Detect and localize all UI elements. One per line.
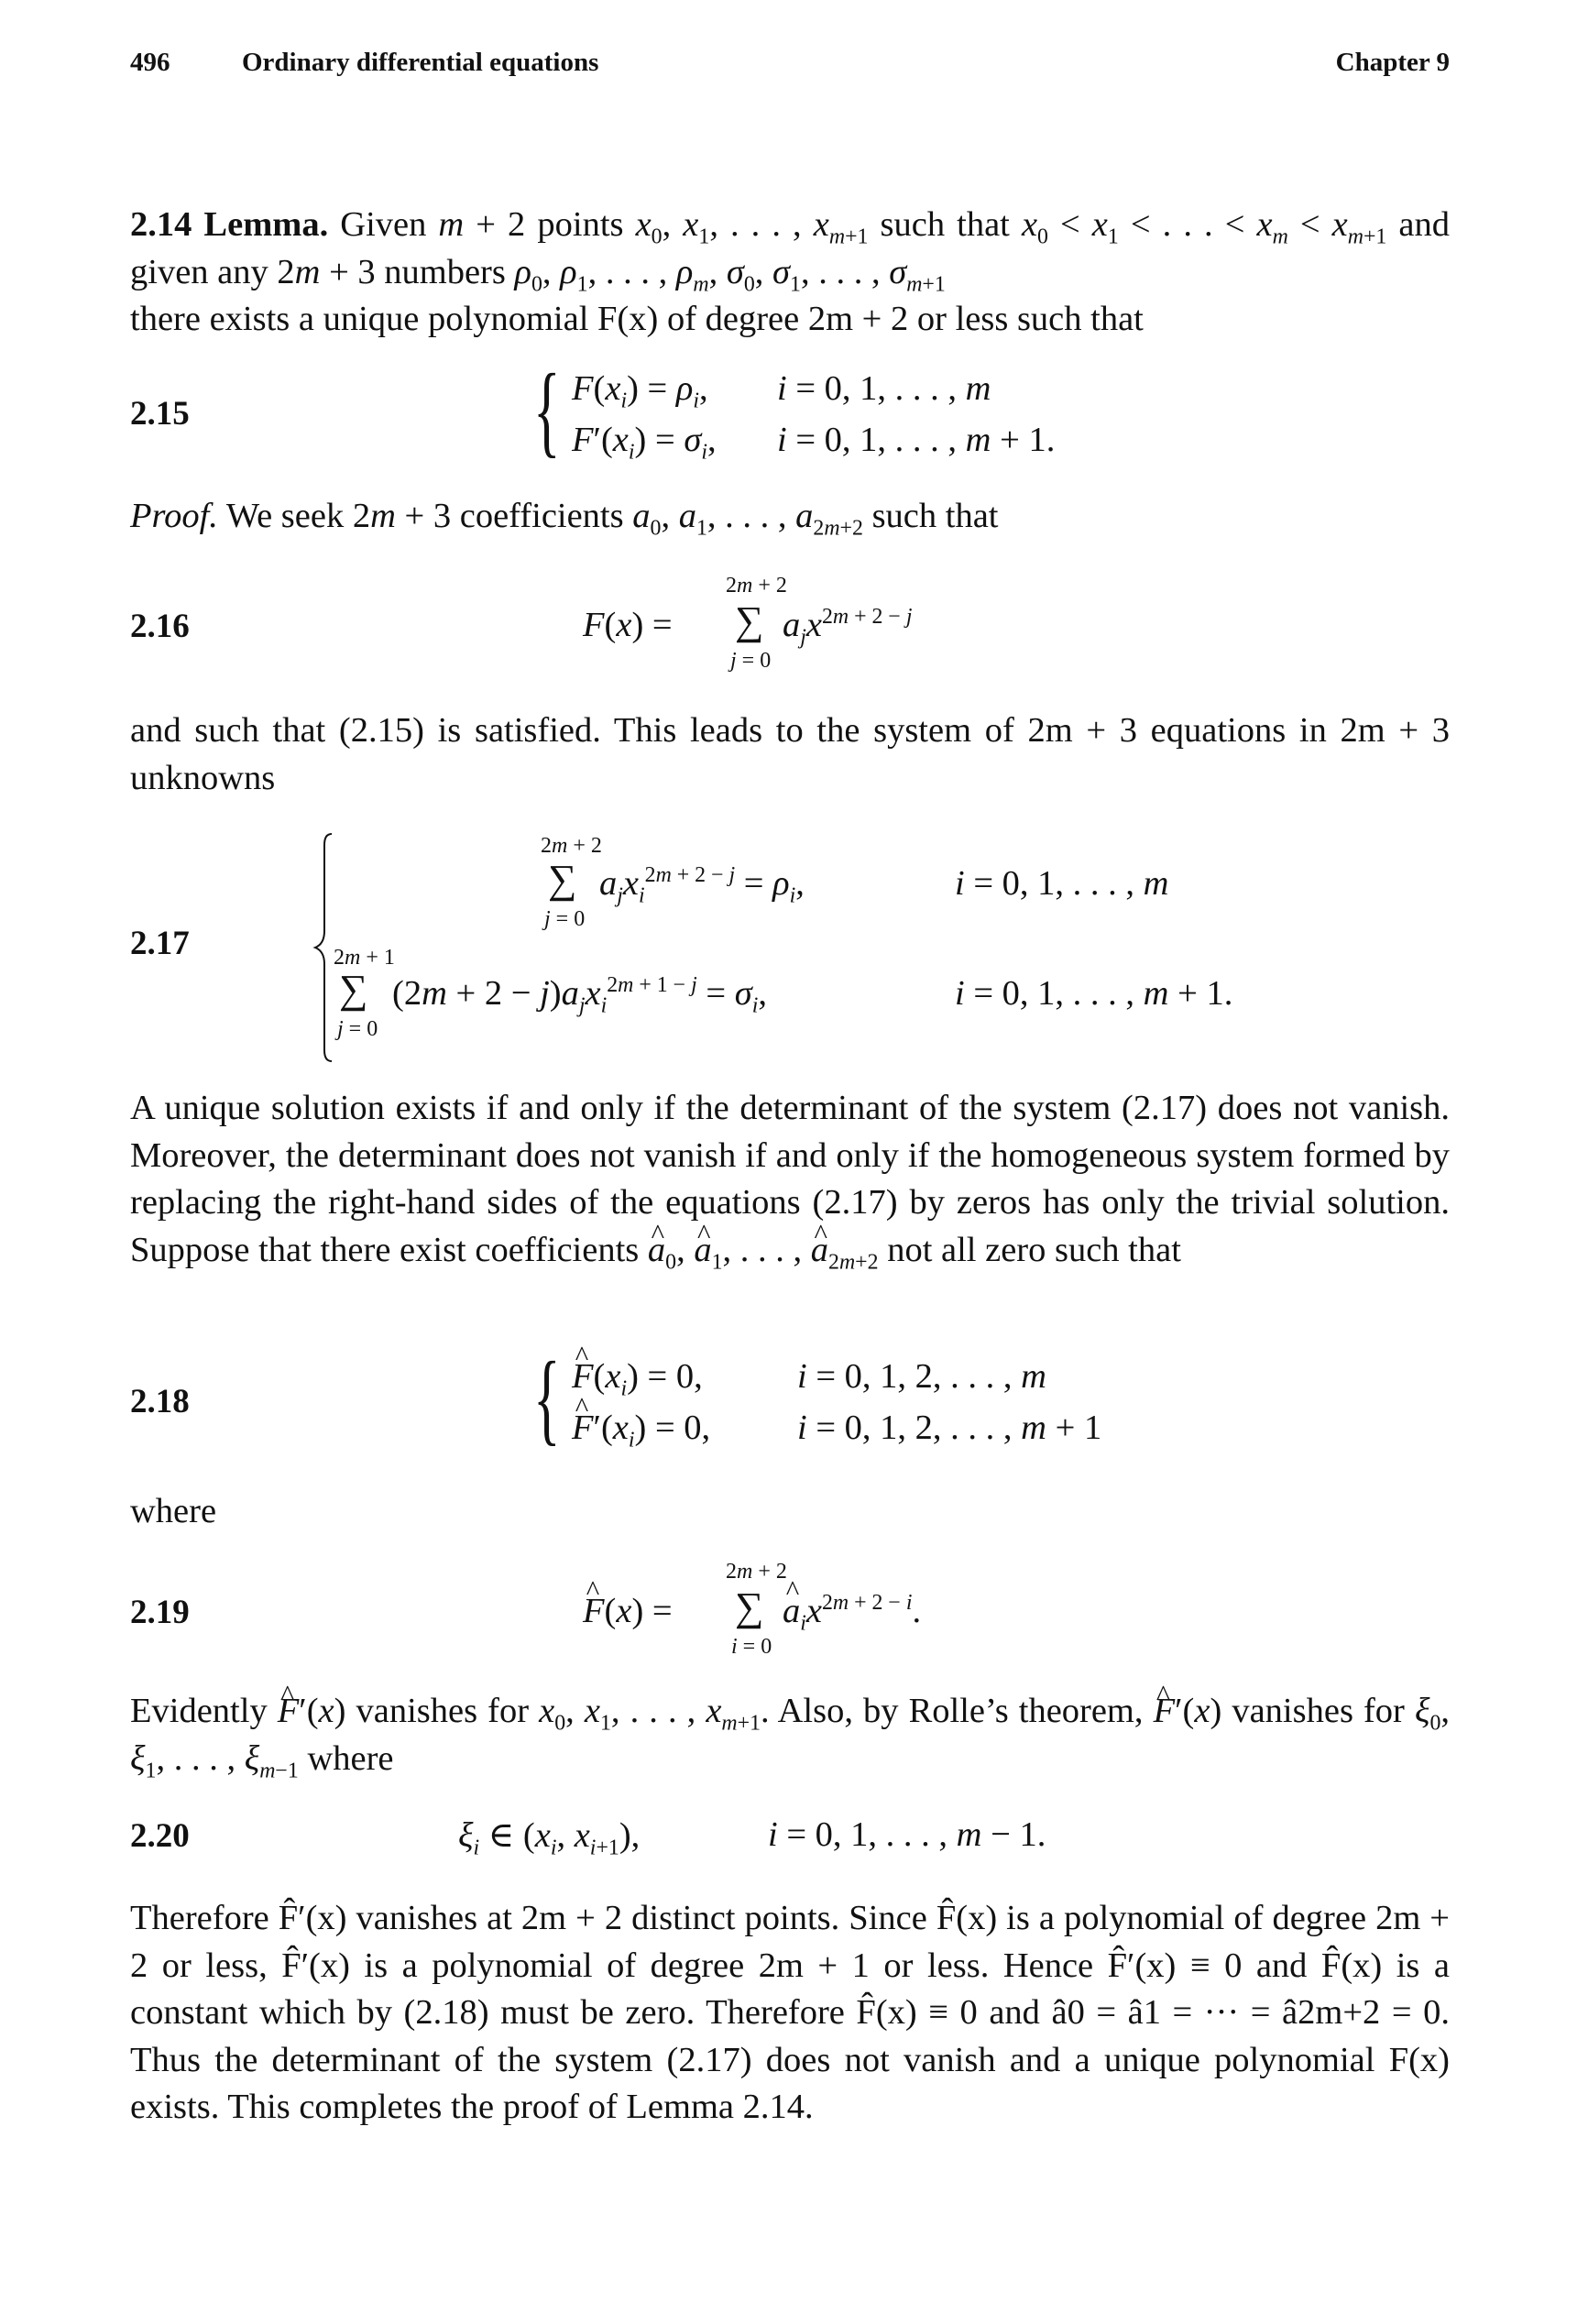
running-title: Ordinary differential equations: [242, 48, 599, 77]
sum-upper-limit: 2m + 1: [334, 946, 395, 970]
equation-number: 2.17: [130, 925, 190, 962]
math-summand: $a_jx^{2m + 2 - j}$: [783, 605, 913, 650]
math-line: $\xi_i$ ∈ ($x_i$, $x_{i+1}$),: [458, 1816, 641, 1860]
lemma-statement-end: there exists a unique polynomial F(x) of degree 2m + 2 or less such that: [130, 300, 1144, 338]
math-lhs: F(x) =: [583, 606, 673, 644]
sum-upper-limit: 2m + 2: [726, 1560, 787, 1584]
proof-label: Proof.: [130, 497, 218, 535]
equation-number: 2.15: [130, 395, 190, 433]
equation-2-18: [130, 1342, 1450, 1455]
sum-upper-limit: 2m + 2: [726, 574, 787, 597]
math-range: i = 0, 1, . . . , m + 1.: [777, 421, 1056, 459]
math-line: $F(x_i) = \rho_i$,: [572, 369, 708, 413]
math-range: i = 0, 1, 2, . . . , m + 1: [797, 1409, 1102, 1447]
proof-paragraph: A unique solution exists if and only if the determinant of the system (2.17) does not vanish. Moreover, the determinant does not vanish if and only if the homogeneous system formed by replacing the right-hand sides of the equations (2.17) by zeros has only the trivial solution. Suppose that there exist coefficients ^ $a_0$, ^ $a_1$, . . . , ^ $a_{2m+2}$ not all zero such that: [130, 1085, 1450, 1274]
sum-upper-limit: 2m + 2: [541, 834, 602, 858]
math-range: i = 0, 1, . . . , m − 1.: [768, 1815, 1046, 1854]
proof-paragraph: Evidently ^ F′(x) vanishes for $x_0$, $x_1$, . . . , $x_{m+1}$. Also, by Rolle’s theorem, ^ F′(x) vanishes for $\xi_0$, $\xi_1$, . . . , $\xi_{m-1}$ where: [130, 1688, 1450, 1782]
lemma-statement: 2.14 Lemma. Given m + 2 points $x_0$, $x_1$, . . . , $x_{m+1}$ such that $x_0 < x_1$ < . . . < $x_m < x_{m+1}$ and given any 2m + 3 numbers $\rho_0$, $\rho_1$, . . . , $\rho_m$, $\sigma_0$, $\sigma_1$, . . . , $\sigma_{m+1}$ there exists a unique polynomial F(x) of degree 2m + 2 or less such that: [130, 205, 1450, 338]
equation-number: 2.20: [130, 1817, 190, 1855]
sum-lower-limit: j = 0: [730, 649, 772, 673]
equation-2-19: [130, 1554, 1450, 1673]
lemma-label: 2.14 Lemma.: [130, 205, 329, 244]
sigma-symbol: ∑: [339, 967, 368, 1012]
equation-2-20: [130, 1811, 1450, 1866]
sum-lower-limit: j = 0: [544, 907, 586, 931]
equation-number: 2.19: [130, 1594, 190, 1631]
proof-intro: Proof. We seek 2m + 3 coefficients $a_0$, $a_1$, . . . , $a_{2m+2}$ such that: [130, 497, 999, 541]
sigma-symbol: ∑: [548, 857, 577, 902]
math-line: ^ $F(x_i) = 0$,: [572, 1356, 703, 1397]
equation-2-17: [130, 828, 1450, 1067]
page-number: 496: [130, 48, 170, 77]
left-brace: {: [533, 1342, 561, 1455]
sigma-symbol: ∑: [735, 598, 764, 643]
uniqueness-text: A unique solution exists if and only if the determinant of the system (2.17) does not vanish. Moreover, the determinant does not vanish if and only if the homogeneous system formed by replacing the right-hand sides of the equations (2.17) by zeros has only the trivial solution. Suppose that there exist coefficients: [130, 1089, 1450, 1269]
chapter-label: Chapter 9: [1335, 48, 1450, 77]
math-range: i = 0, 1, . . . , m + 1.: [955, 974, 1233, 1013]
math-line: $F'(x_i) = \sigma_i$,: [572, 421, 717, 465]
math-range: i = 0, 1, . . . , m: [777, 369, 991, 408]
math-line: $a_jx_i^{2m + 2 - j} = \rho_i$,: [599, 863, 805, 908]
sum-lower-limit: j = 0: [337, 1017, 378, 1041]
proof-conclusion: Therefore F̂′(x) vanishes at 2m + 2 distinct points. Since F̂(x) is a polynomial of degree 2m + 2 or less, F̂′(x) is a polynomial of degree 2m + 1 or less. Hence F̂′(x) ≡ 0 and F̂(x) is a constant which by (2.18) must be zero. Therefore F̂(x) ≡ 0 and â0 = â1 = ··· = â2m+2 = 0. Thus the determinant of the system (2.17) does not vanish and a unique polynomial F(x) exists. This completes the proof of Lemma 2.14.: [130, 1899, 1450, 2126]
math-range: i = 0, 1, 2, . . . , m: [797, 1357, 1046, 1396]
math-lhs: ^ F(x) =: [583, 1591, 673, 1631]
math-line: ^ $F'(x_i) = 0$,: [572, 1408, 710, 1448]
equation-number: 2.16: [130, 608, 190, 645]
sum-lower-limit: i = 0: [731, 1635, 772, 1659]
sigma-symbol: ∑: [735, 1584, 764, 1629]
equation-2-16: [130, 568, 1450, 687]
math-summand: ^ $a_ix^{2m + 2 - i}$.: [783, 1591, 921, 1631]
equation-number: 2.18: [130, 1383, 190, 1420]
math-line: $(2m + 2 - j)a_jx_i^{2m + 1 - j} = \sigma_i$,: [392, 973, 767, 1018]
left-brace: {: [533, 354, 561, 467]
equation-2-15: [130, 354, 1450, 467]
math-range: i = 0, 1, . . . , m: [955, 864, 1169, 903]
proof-paragraph: and such that (2.15) is satisfied. This leads to the system of 2m + 3 equations in 2m + 3 unknowns: [130, 711, 1450, 797]
where-word: where: [130, 1492, 217, 1530]
running-head: [130, 48, 1450, 88]
